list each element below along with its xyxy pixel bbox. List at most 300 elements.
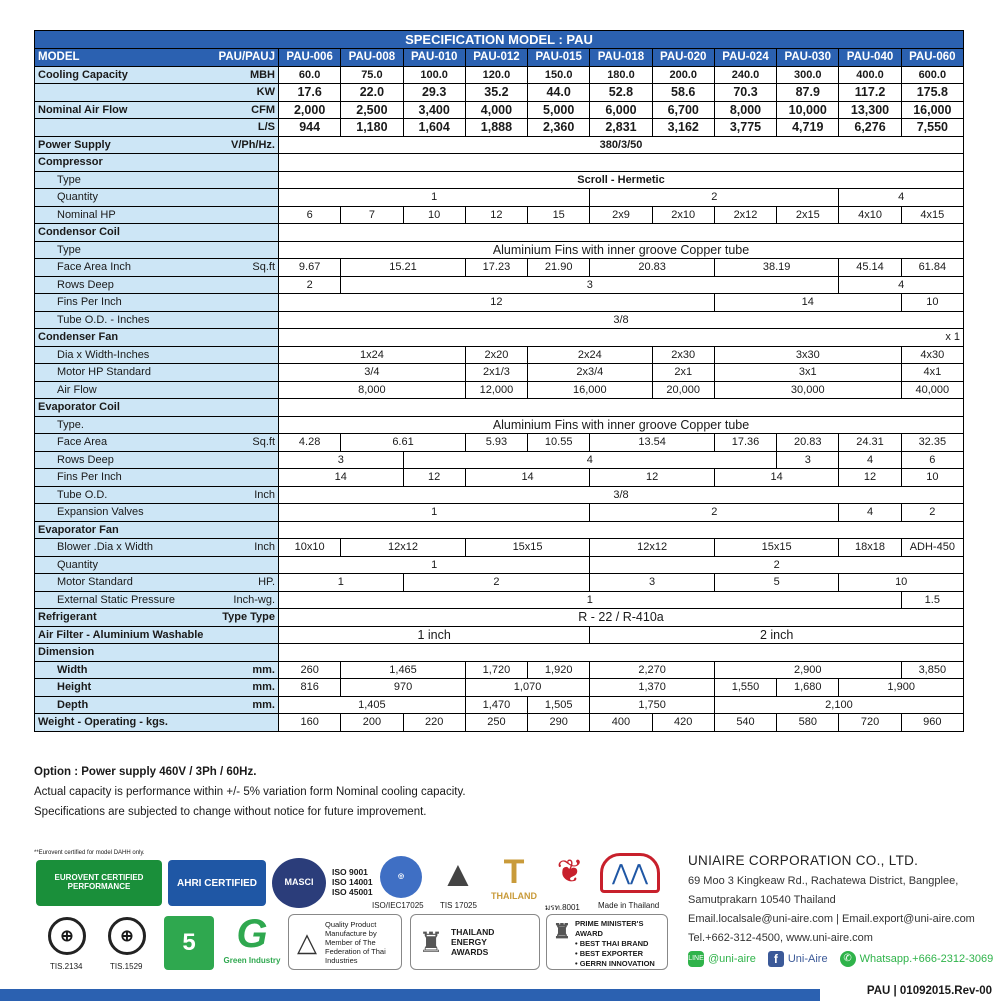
row-label-text: Height bbox=[57, 681, 92, 694]
spec-row bbox=[35, 521, 964, 539]
tis1529-icon: ⊕ bbox=[108, 917, 146, 955]
spec-cell: 10 bbox=[901, 294, 963, 312]
spec-cell: 7 bbox=[341, 206, 403, 224]
row-unit: Inch bbox=[254, 541, 275, 554]
doc-reference: PAU | 01092015.Rev-00 bbox=[866, 985, 992, 997]
spec-cell: Scroll - Hermetic bbox=[279, 171, 964, 189]
row-label-text: Weight - Operating - kgs. bbox=[38, 716, 168, 729]
spec-cell: 6,700 bbox=[652, 101, 714, 119]
row-label bbox=[35, 346, 279, 364]
spec-cell: 6 bbox=[901, 451, 963, 469]
spec-cell: 4x10 bbox=[839, 206, 901, 224]
spec-row bbox=[35, 416, 964, 434]
row-unit: Type Type bbox=[222, 611, 275, 624]
spec-cell: 15.21 bbox=[341, 259, 466, 277]
pm-award-item-3: • GERRN INNOVATION bbox=[575, 959, 655, 968]
spec-row bbox=[35, 591, 964, 609]
spec-cell: 15 bbox=[528, 206, 590, 224]
spec-cell: 5.93 bbox=[465, 434, 527, 452]
spec-cell: 2,270 bbox=[590, 661, 715, 679]
spec-row bbox=[35, 451, 964, 469]
spec-cell: 2x3/4 bbox=[528, 364, 653, 382]
spec-cell: 420 bbox=[652, 714, 714, 732]
iso-45001: ISO 45001 bbox=[332, 887, 373, 897]
pm-award-title: PRIME MINISTER'S AWARD bbox=[575, 919, 644, 938]
t-mark-icon: T bbox=[503, 853, 525, 891]
company-info bbox=[688, 853, 993, 974]
spec-cell: 380/3/50 bbox=[279, 136, 964, 154]
spec-cell: 2,100 bbox=[714, 696, 963, 714]
row-label-text: Type bbox=[57, 173, 81, 186]
row-label-text: Condensor Coil bbox=[38, 226, 120, 239]
spec-cell: 290 bbox=[528, 714, 590, 732]
spec-row bbox=[35, 364, 964, 382]
spec-row bbox=[35, 119, 964, 137]
spec-cell: 20.83 bbox=[777, 434, 839, 452]
spec-cell: 1,920 bbox=[528, 661, 590, 679]
model-sub: PAU/PAUJ bbox=[218, 51, 275, 64]
row-label-text: Motor Standard bbox=[57, 576, 133, 589]
spec-cell: 10 bbox=[403, 206, 465, 224]
spec-cell: 3 bbox=[341, 276, 839, 294]
tis17025-icon: ▲ bbox=[440, 853, 476, 894]
spec-cell: 1 bbox=[279, 591, 902, 609]
spec-cell: 1,180 bbox=[341, 119, 403, 137]
spec-cell: 10x10 bbox=[279, 539, 341, 557]
spec-row bbox=[35, 136, 964, 154]
spec-row bbox=[35, 224, 964, 242]
spec-cell: 4 bbox=[839, 451, 901, 469]
spec-cell: 2,360 bbox=[528, 119, 590, 137]
spec-cell: 14 bbox=[465, 469, 590, 487]
spec-row bbox=[35, 381, 964, 399]
spec-cell bbox=[279, 399, 964, 417]
made-in-thailand-icon: ⋀⋀ bbox=[600, 853, 660, 893]
spec-row bbox=[35, 661, 964, 679]
eurovent-logo bbox=[36, 860, 162, 906]
row-label bbox=[35, 521, 279, 539]
spec-cell: 3,775 bbox=[714, 119, 776, 137]
energy-award-text: THAILAND ENERGY AWARDS bbox=[451, 927, 495, 957]
row-label bbox=[35, 364, 279, 382]
company-name: UNIAIRE CORPORATION CO., LTD. bbox=[688, 853, 919, 868]
row-label-text: Quantity bbox=[57, 191, 98, 204]
spec-cell: 1,070 bbox=[465, 679, 590, 697]
row-label-text: Tube O.D. - Inches bbox=[57, 313, 150, 326]
spec-row bbox=[35, 399, 964, 417]
spec-cell: 18x18 bbox=[839, 539, 901, 557]
spec-cell: 540 bbox=[714, 714, 776, 732]
spec-cell: 200 bbox=[341, 714, 403, 732]
spec-cell: 3/4 bbox=[279, 364, 466, 382]
row-unit: Inch-wg. bbox=[233, 593, 275, 606]
row-label bbox=[35, 661, 279, 679]
row-label-text: Nominal Air Flow bbox=[38, 103, 128, 116]
tis2134-icon: ⊕ bbox=[48, 917, 86, 955]
spec-cell: 2 bbox=[403, 574, 590, 592]
line-icon: LINE bbox=[688, 951, 704, 967]
row-label-text: Fins Per Inch bbox=[57, 296, 122, 309]
row-unit: KW bbox=[256, 86, 275, 99]
spec-cell: 15x15 bbox=[714, 539, 839, 557]
bottom-bar bbox=[0, 989, 820, 1001]
row-label bbox=[35, 276, 279, 294]
masci-logo bbox=[272, 858, 326, 908]
spec-cell: 1,470 bbox=[465, 696, 527, 714]
iso-list bbox=[332, 867, 373, 897]
spec-cell: 13.54 bbox=[590, 434, 715, 452]
labour-standard-icon: ❦ bbox=[556, 853, 584, 889]
spec-cell: 3,162 bbox=[652, 119, 714, 137]
spec-cell: 300.0 bbox=[777, 66, 839, 84]
spec-cell: 12 bbox=[839, 469, 901, 487]
spec-cell: 6,000 bbox=[590, 101, 652, 119]
row-label-text: Condenser Fan bbox=[38, 331, 119, 344]
row-label bbox=[35, 171, 279, 189]
spec-cell: 17.36 bbox=[714, 434, 776, 452]
spec-cell: 720 bbox=[839, 714, 901, 732]
made-in-thailand-caption: Made in Thailand bbox=[598, 901, 660, 910]
row-label-text: Evaporator Fan bbox=[38, 523, 119, 536]
spec-cell: 17.6 bbox=[279, 84, 341, 102]
spec-cell: 44.0 bbox=[528, 84, 590, 102]
spec-cell: 1,750 bbox=[590, 696, 715, 714]
row-label-text: Expansion Valves bbox=[57, 506, 144, 519]
spec-row bbox=[35, 679, 964, 697]
spec-cell: 1,888 bbox=[465, 119, 527, 137]
spec-cell: 12,000 bbox=[465, 381, 527, 399]
spec-cell: 180.0 bbox=[590, 66, 652, 84]
g-mark-icon: G bbox=[236, 912, 268, 956]
spec-cell: 6.61 bbox=[341, 434, 466, 452]
spec-cell: 2,831 bbox=[590, 119, 652, 137]
spec-cell: 400 bbox=[590, 714, 652, 732]
spec-row bbox=[35, 259, 964, 277]
spec-cell: 2 bbox=[590, 556, 964, 574]
whatsapp-handle[interactable]: Whatsapp.+666-2312-3069 bbox=[859, 953, 994, 965]
spec-cell: 2 bbox=[590, 189, 839, 207]
spec-cell: 2 inch bbox=[590, 626, 964, 644]
spec-cell: 10.55 bbox=[528, 434, 590, 452]
row-label bbox=[35, 381, 279, 399]
spec-cell: 4,000 bbox=[465, 101, 527, 119]
spec-cell: 21.90 bbox=[528, 259, 590, 277]
spec-cell bbox=[279, 521, 964, 539]
spec-cell: 6,276 bbox=[839, 119, 901, 137]
pm-award-item-1: • BEST THAI BRAND bbox=[575, 939, 649, 948]
spec-cell: 150.0 bbox=[528, 66, 590, 84]
spec-cell: 3 bbox=[279, 451, 404, 469]
spec-cell: 600.0 bbox=[901, 66, 963, 84]
spec-cell: 2 bbox=[590, 504, 839, 522]
row-label-text: Rows Deep bbox=[57, 453, 114, 466]
spec-cell: 3/8 bbox=[279, 311, 964, 329]
spec-cell: 16,000 bbox=[901, 101, 963, 119]
line-handle[interactable]: @uni-aire bbox=[708, 953, 756, 965]
spec-cell: 9.67 bbox=[279, 259, 341, 277]
fti-quality-text: Quality Product Manufacture by Member of The Federation of Thai Industries bbox=[325, 919, 386, 965]
row-label bbox=[35, 556, 279, 574]
model-header-pau-020: PAU-020 bbox=[652, 49, 714, 67]
row-label-text: Tube O.D. bbox=[57, 488, 108, 501]
spec-cell bbox=[279, 644, 964, 662]
spec-cell: 29.3 bbox=[403, 84, 465, 102]
spec-cell: 1,900 bbox=[839, 679, 964, 697]
row-label bbox=[35, 416, 279, 434]
row-label-text: Motor HP Standard bbox=[57, 366, 151, 379]
spec-cell: 7,550 bbox=[901, 119, 963, 137]
spec-row bbox=[35, 504, 964, 522]
row-label-text: Refrigerant bbox=[38, 611, 97, 624]
tis1529-caption: TIS.1529 bbox=[110, 962, 143, 971]
spec-row bbox=[35, 469, 964, 487]
spec-cell: 1,370 bbox=[590, 679, 715, 697]
spec-cell: 400.0 bbox=[839, 66, 901, 84]
energy-award-box bbox=[410, 914, 540, 970]
spec-cell: 4 bbox=[839, 504, 901, 522]
whatsapp-icon: ✆ bbox=[840, 951, 856, 967]
spec-cell: 120.0 bbox=[465, 66, 527, 84]
spec-cell: 87.9 bbox=[777, 84, 839, 102]
row-label bbox=[35, 66, 279, 84]
model-header-pau-006: PAU-006 bbox=[279, 49, 341, 67]
row-label bbox=[35, 259, 279, 277]
spec-row bbox=[35, 539, 964, 557]
spec-cell: 2,500 bbox=[341, 101, 403, 119]
row-label bbox=[35, 311, 279, 329]
spec-cell: 2x1/3 bbox=[465, 364, 527, 382]
spec-cell: 1 bbox=[279, 504, 590, 522]
spec-cell: 100.0 bbox=[403, 66, 465, 84]
spec-cell: 40,000 bbox=[901, 381, 963, 399]
row-label-text: Air Flow bbox=[57, 383, 97, 396]
spec-cell: 3/8 bbox=[279, 486, 964, 504]
spec-cell: 2,900 bbox=[714, 661, 901, 679]
row-label bbox=[35, 626, 279, 644]
spec-cell: 13,300 bbox=[839, 101, 901, 119]
lab-accreditation-icon: ◎ bbox=[380, 856, 422, 898]
spec-row bbox=[35, 276, 964, 294]
spec-cell: 250 bbox=[465, 714, 527, 732]
spec-row bbox=[35, 644, 964, 662]
spec-cell: 61.84 bbox=[901, 259, 963, 277]
row-unit: mm. bbox=[252, 681, 275, 694]
spec-row bbox=[35, 189, 964, 207]
row-label bbox=[35, 486, 279, 504]
spec-cell: 1,505 bbox=[528, 696, 590, 714]
spec-cell bbox=[279, 154, 964, 172]
spec-cell: 1,550 bbox=[714, 679, 776, 697]
facebook-handle[interactable]: Uni-Aire bbox=[787, 953, 828, 965]
spec-cell: 2x10 bbox=[652, 206, 714, 224]
spec-row bbox=[35, 696, 964, 714]
spec-row bbox=[35, 101, 964, 119]
spec-cell: 2x9 bbox=[590, 206, 652, 224]
spec-cell: 580 bbox=[777, 714, 839, 732]
iso-iec-caption: ISO/IEC17025 bbox=[372, 901, 424, 910]
spec-cell: 4.28 bbox=[279, 434, 341, 452]
row-label-text: Width bbox=[57, 663, 88, 676]
spec-cell: 1.5 bbox=[901, 591, 963, 609]
row-label-text: Blower .Dia x Width bbox=[57, 541, 153, 554]
model-header-pau-024: PAU-024 bbox=[714, 49, 776, 67]
spec-cell: 35.2 bbox=[465, 84, 527, 102]
spec-cell: Aluminium Fins with inner groove Copper tube bbox=[279, 241, 964, 259]
row-label bbox=[35, 224, 279, 242]
spec-row bbox=[35, 626, 964, 644]
row-label bbox=[35, 451, 279, 469]
spec-cell: 4x1 bbox=[901, 364, 963, 382]
pm-trophy-icon: ♜ bbox=[553, 921, 571, 943]
spec-cell: 1,680 bbox=[777, 679, 839, 697]
row-label-text: Dimension bbox=[38, 646, 95, 659]
row-label bbox=[35, 154, 279, 172]
spec-row bbox=[35, 66, 964, 84]
spec-cell: 240.0 bbox=[714, 66, 776, 84]
row-label bbox=[35, 504, 279, 522]
spec-cell: 1 bbox=[279, 189, 590, 207]
company-tel[interactable]: Tel.+662-312-4500, www.uni-aire.com bbox=[688, 932, 873, 944]
row-label-text: Fins Per Inch bbox=[57, 471, 122, 484]
spec-cell: 10,000 bbox=[777, 101, 839, 119]
model-label: MODEL bbox=[38, 51, 80, 64]
row-label bbox=[35, 294, 279, 312]
iso-14001: ISO 14001 bbox=[332, 877, 373, 887]
row-label-text: Depth bbox=[57, 698, 89, 711]
spec-cell: 14 bbox=[714, 294, 901, 312]
spec-cell: 30,000 bbox=[714, 381, 901, 399]
spec-cell: 2,000 bbox=[279, 101, 341, 119]
spec-cell: 8,000 bbox=[714, 101, 776, 119]
spec-row bbox=[35, 486, 964, 504]
thai-year-caption: มรท.8001 bbox=[545, 903, 580, 912]
pm-award-item-2: • BEST EXPORTER bbox=[575, 949, 644, 958]
pm-award-box bbox=[546, 914, 668, 970]
model-label-cell bbox=[35, 49, 279, 67]
spec-cell: 2 bbox=[279, 276, 341, 294]
spec-cell: 1,465 bbox=[341, 661, 466, 679]
row-unit: mm. bbox=[252, 663, 275, 676]
spec-row bbox=[35, 241, 964, 259]
spec-cell: 5,000 bbox=[528, 101, 590, 119]
spec-cell: 12 bbox=[403, 469, 465, 487]
spec-cell: 2x15 bbox=[777, 206, 839, 224]
row-label-text: Type bbox=[57, 243, 81, 256]
spec-cell: 2x24 bbox=[528, 346, 653, 364]
row-label bbox=[35, 679, 279, 697]
social-row bbox=[688, 951, 993, 967]
spec-cell: 10 bbox=[839, 574, 964, 592]
row-label bbox=[35, 136, 279, 154]
row-label bbox=[35, 189, 279, 207]
tis17025-caption: TIS 17025 bbox=[440, 901, 477, 910]
spec-cell: 12x12 bbox=[341, 539, 466, 557]
energy-label-number: 5 bbox=[182, 928, 196, 956]
company-address-1: 69 Moo 3 Kingkeaw Rd., Rachatewa District, Bangplee, bbox=[688, 875, 959, 887]
row-label-text: Dia x Width-Inches bbox=[57, 348, 150, 361]
spec-row bbox=[35, 609, 964, 627]
row-unit: MBH bbox=[249, 68, 275, 81]
note-spec: Specifications are subjected to change without notice for future improvement. bbox=[34, 806, 427, 818]
row-label bbox=[35, 434, 279, 452]
row-label bbox=[35, 644, 279, 662]
spec-cell: 1,604 bbox=[403, 119, 465, 137]
spec-cell: 22.0 bbox=[341, 84, 403, 102]
spec-cell: 3 bbox=[777, 451, 839, 469]
row-unit: L/S bbox=[257, 121, 275, 134]
row-label-text: External Static Pressure bbox=[57, 593, 175, 606]
spec-cell: 17.23 bbox=[465, 259, 527, 277]
green-industry-logo bbox=[220, 912, 284, 965]
row-label-text: Cooling Capacity bbox=[38, 68, 128, 81]
spec-row bbox=[35, 714, 964, 732]
company-email[interactable]: Email.localsale@uni-aire.com | Email.export@uni-aire.com bbox=[688, 913, 975, 925]
row-label-text: Face Area Inch bbox=[57, 261, 131, 274]
spec-cell: 58.6 bbox=[652, 84, 714, 102]
spec-cell: 38.19 bbox=[714, 259, 839, 277]
spec-row bbox=[35, 311, 964, 329]
spec-row bbox=[35, 574, 964, 592]
spec-cell: 12 bbox=[590, 469, 715, 487]
energy-label-5 bbox=[164, 916, 214, 970]
row-label bbox=[35, 609, 279, 627]
spec-cell: 1 bbox=[279, 574, 404, 592]
spec-row bbox=[35, 346, 964, 364]
row-label bbox=[35, 329, 279, 347]
row-label-text: Evaporator Coil bbox=[38, 401, 120, 414]
spec-cell: 70.3 bbox=[714, 84, 776, 102]
spec-cell: 4,719 bbox=[777, 119, 839, 137]
ahri-logo bbox=[168, 860, 266, 906]
spec-cell: 960 bbox=[901, 714, 963, 732]
eurovent-text: EUROVENT CERTIFIED PERFORMANCE bbox=[54, 873, 144, 891]
model-header-pau-010: PAU-010 bbox=[403, 49, 465, 67]
row-unit: HP. bbox=[258, 576, 275, 589]
row-unit: V/Ph/Hz. bbox=[230, 138, 275, 151]
tis2134-caption: TIS.2134 bbox=[50, 962, 83, 971]
spec-cell: 260 bbox=[279, 661, 341, 679]
row-unit: CFM bbox=[251, 103, 275, 116]
spec-row bbox=[35, 294, 964, 312]
spec-cell: 3x1 bbox=[714, 364, 901, 382]
spec-cell: 2x20 bbox=[465, 346, 527, 364]
row-label bbox=[35, 574, 279, 592]
spec-cell: 32.35 bbox=[901, 434, 963, 452]
row-label-text: Type. bbox=[57, 418, 84, 431]
spec-cell: 117.2 bbox=[839, 84, 901, 102]
spec-cell: Aluminium Fins with inner groove Copper tube bbox=[279, 416, 964, 434]
row-label-text: Quantity bbox=[57, 558, 98, 571]
row-label bbox=[35, 119, 279, 137]
row-label-text: Face Area bbox=[57, 436, 108, 449]
spec-cell: 175.8 bbox=[901, 84, 963, 102]
row-label-text: Nominal HP bbox=[57, 208, 116, 221]
note-option: Option : Power supply 460V / 3Ph / 60Hz. bbox=[34, 766, 257, 778]
model-header-pau-012: PAU-012 bbox=[465, 49, 527, 67]
row-label bbox=[35, 399, 279, 417]
spec-cell: 4x30 bbox=[901, 346, 963, 364]
table-title: SPECIFICATION MODEL : PAU bbox=[35, 31, 964, 49]
eurovent-note: **Eurovent certified for model DAHH only. bbox=[34, 850, 145, 856]
trophy-icon: ♜ bbox=[418, 926, 444, 958]
spec-row bbox=[35, 84, 964, 102]
spec-cell: 12 bbox=[279, 294, 715, 312]
model-header-pau-040: PAU-040 bbox=[839, 49, 901, 67]
thailand-trusted-logo bbox=[485, 853, 543, 901]
facebook-icon: f bbox=[768, 951, 784, 967]
spec-row bbox=[35, 329, 964, 347]
model-header-pau-008: PAU-008 bbox=[341, 49, 403, 67]
